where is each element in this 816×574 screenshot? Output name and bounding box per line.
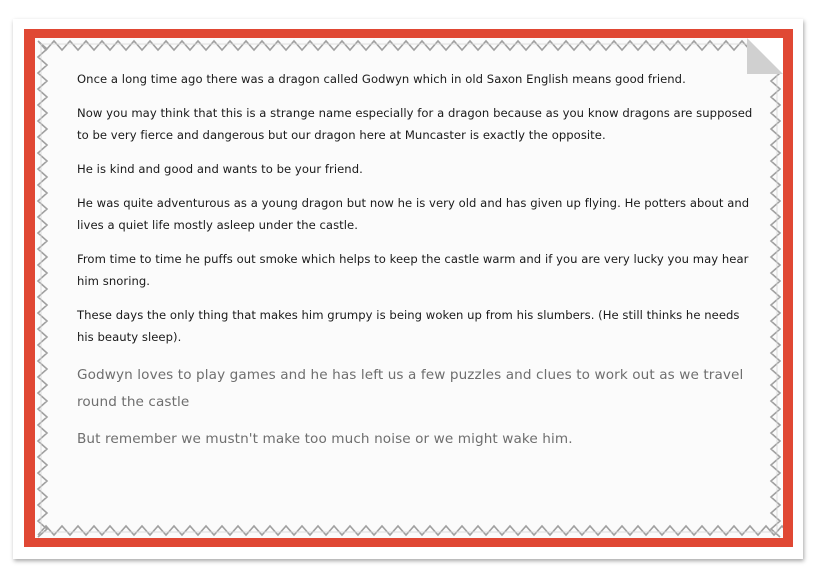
paragraph: Once a long time ago there was a dragon called Godwyn which in old Saxon English means good friend. (77, 72, 686, 86)
paragraph: He was quite adventurous as a young dragon but now he is very old and has given up flying. He potters about and lives a quiet life mostly asleep under the castle. (77, 196, 750, 232)
paragraph: These days the only thing that makes him grumpy is being woken up from his slumbers. (He still thinks he needs his beauty sleep). (77, 308, 740, 344)
story-text (77, 68, 757, 463)
story-card (35, 38, 783, 538)
closing-paragraph: But remember we mustn't make too much noise or we might wake him. (77, 431, 573, 447)
paragraph: He is kind and good and wants to be your friend. (77, 162, 363, 176)
paragraph: From time to time he puffs out smoke which helps to keep the castle warm and if you are very lucky you may hear him snoring. (77, 252, 749, 288)
paragraph: Now you may think that this is a strange name especially for a dragon because as you know dragons are supposed to be very fierce and dangerous but our dragon here at Muncaster is exactly the opposite. (77, 106, 753, 142)
closing-paragraph: Godwyn loves to play games and he has left us a few puzzles and clues to work out as we travel round the castle (77, 367, 744, 410)
